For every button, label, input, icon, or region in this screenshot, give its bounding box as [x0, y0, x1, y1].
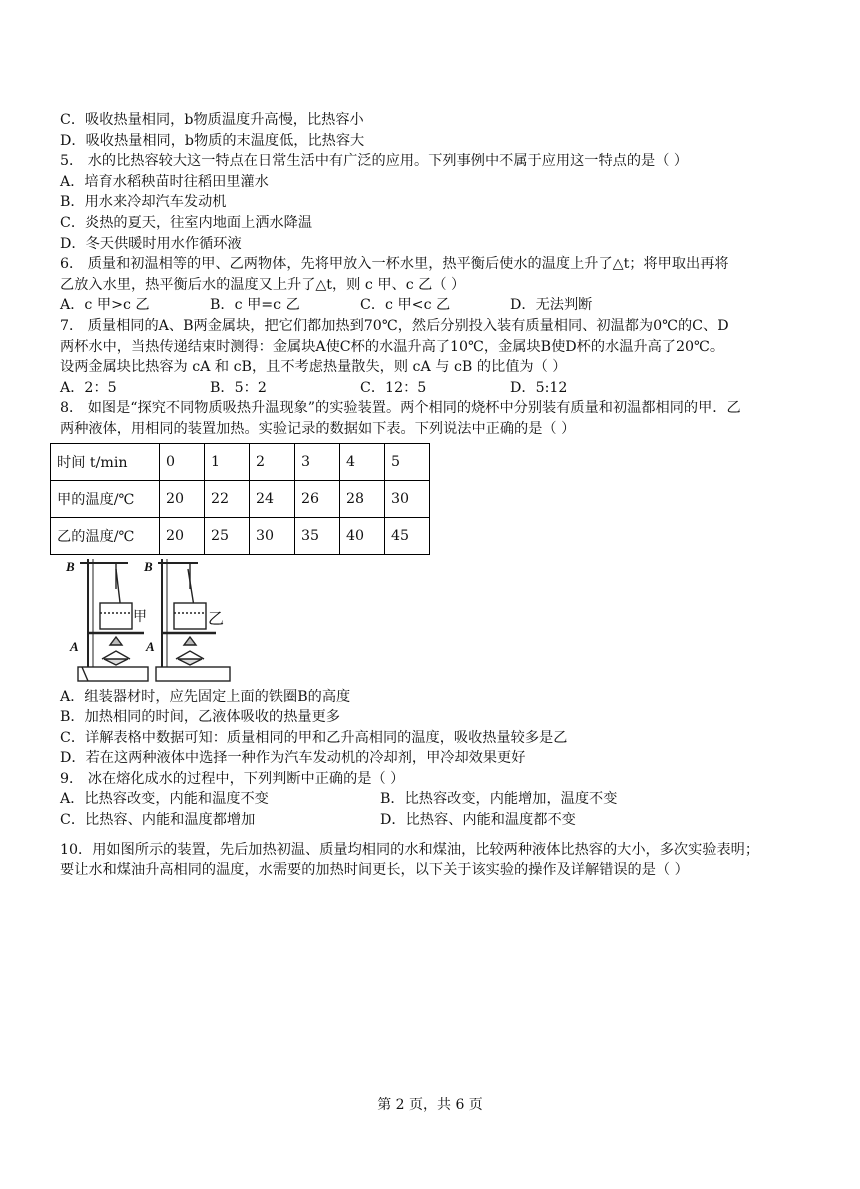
table-cell: 25: [205, 517, 250, 554]
table-cell: 甲的温度/℃: [51, 480, 160, 517]
table-cell: 乙的温度/℃: [51, 517, 160, 554]
q6-stem-line2: 乙放入水里，热平衡后水的温度又上升了△t，则 c 甲、c 乙（ ）: [60, 276, 466, 293]
q9-options-row1: [60, 789, 820, 810]
q5-option-b: B．用水来冷却汽车发动机: [60, 194, 227, 211]
q8-option-d: D．若在这两种液体中选择一种作为汽车发动机的冷却剂，甲冷却效果更好: [60, 750, 526, 767]
q8-option-b: B．加热相同的时间，乙液体吸收的热量更多: [60, 709, 340, 726]
q7-stem-line1: 7． 质量相同的A、B两金属块，把它们都加热到70℃，然后分别投入装有质量相同、初温都为0℃的C、D: [60, 317, 729, 334]
q7-stem-line3: 设两金属块比热容为 cA 和 cB，且不考虑热量散失，则 cA 与 cB 的比值为（ ）: [60, 359, 567, 376]
table-row: [51, 443, 430, 480]
page-content: [57, 110, 820, 881]
label-a-right: A: [146, 638, 155, 654]
label-jia: 甲: [133, 608, 147, 625]
q10-stem-line1: 10．用如图所示的装置，先后加热初温、质量均相同的水和煤油，比较两种液体比热容的大小，多次实验表明；: [60, 841, 760, 858]
q5-option-d: D．冬天供暖时用水作循环液: [60, 235, 242, 252]
q7-options: [60, 378, 820, 399]
q7-option-b: B．5：2: [210, 379, 267, 396]
q6-option-d: D．无法判断: [510, 297, 593, 314]
table-row: [51, 517, 430, 554]
q5-option-a: A．培育水稻秧苗时往稻田里灌水: [60, 173, 269, 190]
q6-option-b: B．c 甲=c 乙: [210, 297, 300, 314]
q8-option-a: A．组装器材时，应先固定上面的铁圈B的高度: [60, 688, 351, 705]
q6-options: [60, 295, 820, 316]
table-cell: 28: [340, 480, 385, 517]
table-cell: 时间 t/min: [51, 443, 160, 480]
table-cell: 30: [385, 480, 430, 517]
table-cell: 35: [295, 517, 340, 554]
table-cell: 5: [385, 443, 430, 480]
apparatus-figure: [60, 555, 820, 687]
label-a-left: A: [70, 638, 79, 654]
page-footer: 第 2 页，共 6 页: [377, 1097, 483, 1113]
table-cell: 0: [160, 443, 205, 480]
table-cell: 45: [385, 517, 430, 554]
label-b-left: B: [66, 558, 75, 574]
q9-option-b: B．比热容改变，内能增加，温度不变: [380, 791, 618, 808]
label-yi: 乙: [208, 608, 225, 628]
table-cell: 2: [250, 443, 295, 480]
q4-option-c: C．吸收热量相同，b物质温度升高慢，比热容小: [60, 112, 364, 128]
q10-stem-line2: 要让水和煤油升高相同的温度，水需要的加热时间更长，以下关于该实验的操作及详解错误的是（ ）: [60, 862, 689, 879]
temperature-table: [50, 443, 430, 555]
table-cell: 1: [205, 443, 250, 480]
table-cell: 22: [205, 480, 250, 517]
table-cell: 20: [160, 480, 205, 517]
q8-option-c: C．详解表格中数据可知：质量相同的甲和乙升高相同的温度，吸收热量较多是乙: [60, 729, 568, 746]
q8-stem-line1: 8． 如图是“探究不同物质吸热升温现象”的实验装置。两个相同的烧杯中分别装有质量和初温都相同的甲．乙: [60, 400, 741, 417]
q9-option-a: A．比热容改变，内能和温度不变: [60, 791, 269, 808]
table-cell: 20: [160, 517, 205, 554]
label-b-right: B: [144, 558, 153, 574]
table-cell: 3: [295, 443, 340, 480]
apparatus-illustration: [60, 555, 260, 687]
q9-option-d: D．比热容、内能和温度都不变: [380, 812, 576, 829]
q7-option-a: A．2：5: [60, 379, 117, 396]
q9-stem: 9． 冰在熔化成水的过程中，下列判断中正确的是（ ）: [60, 770, 405, 787]
q6-option-a: A．c 甲>c 乙: [60, 297, 150, 314]
table-cell: 4: [340, 443, 385, 480]
q7-option-c: C．12：5: [360, 379, 427, 396]
q9-option-c: C．比热容、内能和温度都增加: [60, 812, 256, 829]
table-cell: 26: [295, 480, 340, 517]
table-cell: 40: [340, 517, 385, 554]
q6-option-c: C．c 甲<c 乙: [360, 297, 451, 314]
table-cell: 30: [250, 517, 295, 554]
table-cell: 24: [250, 480, 295, 517]
table-row: [51, 480, 430, 517]
q9-options-row2: [60, 810, 820, 831]
q8-stem-line2: 两种液体，用相同的装置加热。实验记录的数据如下表。下列说法中正确的是（ ）: [60, 420, 576, 437]
q6-stem-line1: 6． 质量和初温相等的甲、乙两物体，先将甲放入一杯水里，热平衡后使水的温度上升了△t；将甲取出再将: [60, 256, 729, 273]
q5-option-c: C．炎热的夏天，往室内地面上洒水降温: [60, 214, 313, 231]
q4-option-d: D．吸收热量相同，b物质的末温度低，比热容大: [60, 132, 365, 149]
q7-option-d: D．5:12: [510, 379, 568, 396]
q7-stem-line2: 两杯水中，当热传递结束时测得：金属块A使C杯的水温升高了10℃，金属块B使D杯的水温升高了20℃。: [60, 338, 725, 355]
q5-stem: 5． 水的比热容较大这一特点在日常生活中有广泛的应用。下列事例中不属于应用这一特点的是（ ）: [60, 153, 689, 170]
